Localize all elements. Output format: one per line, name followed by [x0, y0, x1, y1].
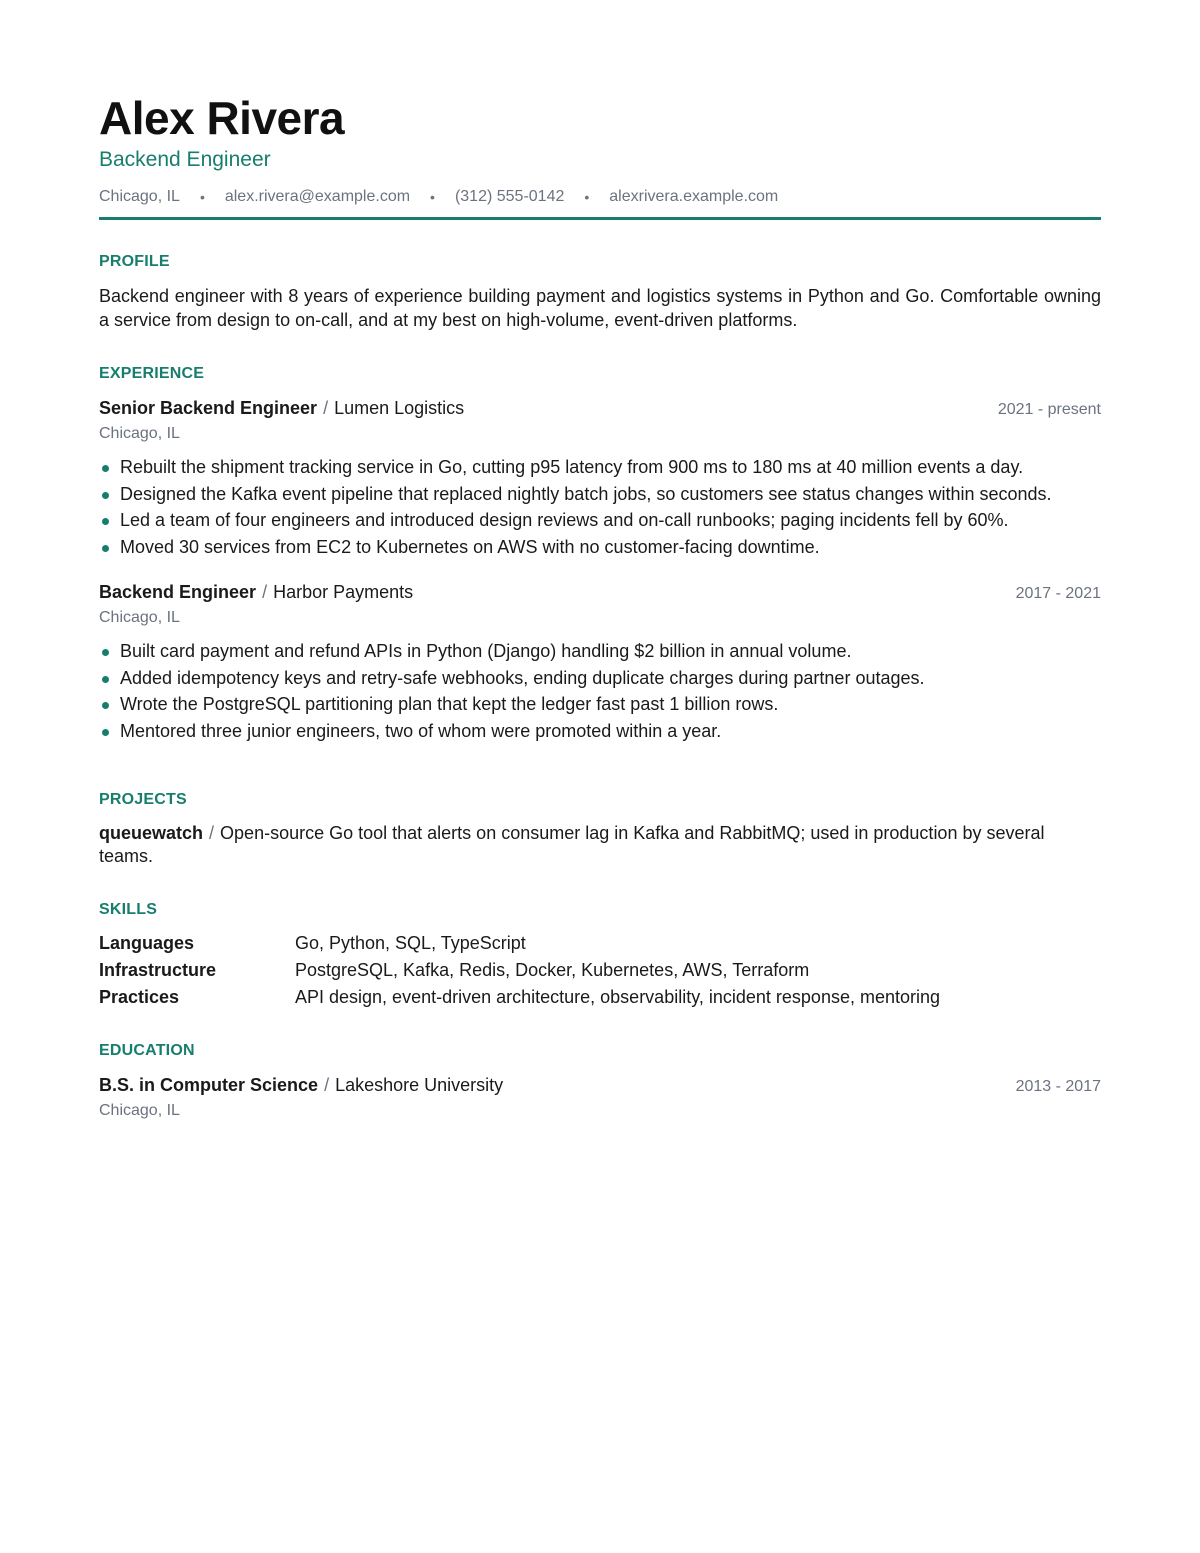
skills-section [99, 900, 1101, 1009]
job-bullets [99, 638, 1101, 744]
job-bullet: Moved 30 services from EC2 to Kubernetes on AWS with no customer-facing downtime. [99, 534, 1101, 561]
profile-summary: Backend engineer with 8 years of experience building payment and logistics systems in Python and Go. Comfortable owning a service from design to on-call, and at my best on high-volume, event-driven platforms. [99, 286, 1101, 330]
job-location: Chicago, IL [99, 609, 180, 626]
contact-email: alex.rivera@example.com [224, 188, 411, 205]
candidate-role: Backend Engineer [99, 148, 271, 171]
job-bullet: Rebuilt the shipment tracking service in Go, cutting p95 latency from 900 ms to 180 ms at 40 million events a day. [99, 454, 1101, 481]
education-section [99, 1041, 1101, 1122]
job-bullet: Mentored three junior engineers, two of whom were promoted within a year. [99, 718, 1101, 745]
job-company: Lumen Logistics [334, 398, 465, 418]
project-name: queuewatch [99, 823, 204, 843]
skills-table [99, 932, 1101, 1009]
skill-value: API design, event-driven architecture, observability, incident response, mentoring [295, 987, 941, 1007]
job-bullet: Wrote the PostgreSQL partitioning plan that kept the ledger fast past 1 billion rows. [99, 691, 1101, 718]
contact-separator: • [430, 189, 435, 205]
education-header [99, 1073, 1101, 1099]
education-degree: B.S. in Computer Science [99, 1075, 319, 1095]
header-divider [99, 217, 1101, 220]
candidate-name: Alex Rivera [99, 92, 345, 144]
job-bullets [99, 454, 1101, 560]
education-school: Lakeshore University [335, 1075, 504, 1095]
profile-section [99, 252, 1101, 332]
job-company: Harbor Payments [273, 582, 414, 602]
section-title-experience: EXPERIENCE [99, 365, 205, 382]
contact-phone: (312) 555-0142 [454, 188, 565, 205]
section-title-education: EDUCATION [99, 1042, 195, 1059]
job-header [99, 580, 1101, 606]
project-description: Open-source Go tool that alerts on consumer lag in Kafka and RabbitMQ; used in production by several teams. [99, 823, 1045, 866]
job-bullet: Designed the Kafka event pipeline that replaced nightly batch jobs, so customers see status changes within seconds. [99, 481, 1101, 508]
section-title-projects: PROJECTS [99, 791, 187, 808]
project-separator: / [209, 823, 215, 843]
section-title-profile: PROFILE [99, 253, 170, 270]
project-entry [99, 822, 1101, 868]
job-location: Chicago, IL [99, 425, 180, 442]
job-dates: 2021 - present [997, 401, 1101, 418]
contact-line [99, 186, 1101, 208]
job-bullet: Built card payment and refund APIs in Python (Django) handling $2 billion in annual volume. [99, 638, 1101, 665]
job-entry [99, 580, 1101, 744]
job-bullet: Led a team of four engineers and introduced design reviews and on-call runbooks; paging incidents fell by 60%. [99, 507, 1101, 534]
projects-section [99, 790, 1101, 868]
skill-value: PostgreSQL, Kafka, Redis, Docker, Kubernetes, AWS, Terraform [295, 960, 810, 980]
skill-label: Languages [99, 933, 195, 953]
contact-location: Chicago, IL [99, 188, 180, 205]
job-header [99, 396, 1101, 422]
experience-section [99, 364, 1101, 744]
job-bullet: Added idempotency keys and retry-safe webhooks, ending duplicate charges during partner outages. [99, 665, 1101, 692]
skill-label: Infrastructure [99, 960, 217, 980]
job-dates: 2017 - 2021 [1015, 585, 1101, 602]
skill-value: Go, Python, SQL, TypeScript [295, 933, 526, 953]
contact-separator: • [199, 189, 205, 205]
job-title: Senior Backend Engineer [99, 398, 318, 418]
contact-website: alexrivera.example.com [609, 188, 779, 205]
title-separator: / [324, 1075, 330, 1095]
section-title-skills: SKILLS [99, 901, 158, 918]
contact-separator: • [584, 189, 590, 205]
title-separator: / [323, 398, 329, 418]
title-separator: / [262, 582, 268, 602]
education-dates: 2013 - 2017 [1015, 1078, 1101, 1095]
education-location: Chicago, IL [99, 1102, 180, 1119]
job-title: Backend Engineer [99, 582, 257, 602]
job-entry [99, 396, 1101, 560]
skill-label: Practices [99, 987, 180, 1007]
